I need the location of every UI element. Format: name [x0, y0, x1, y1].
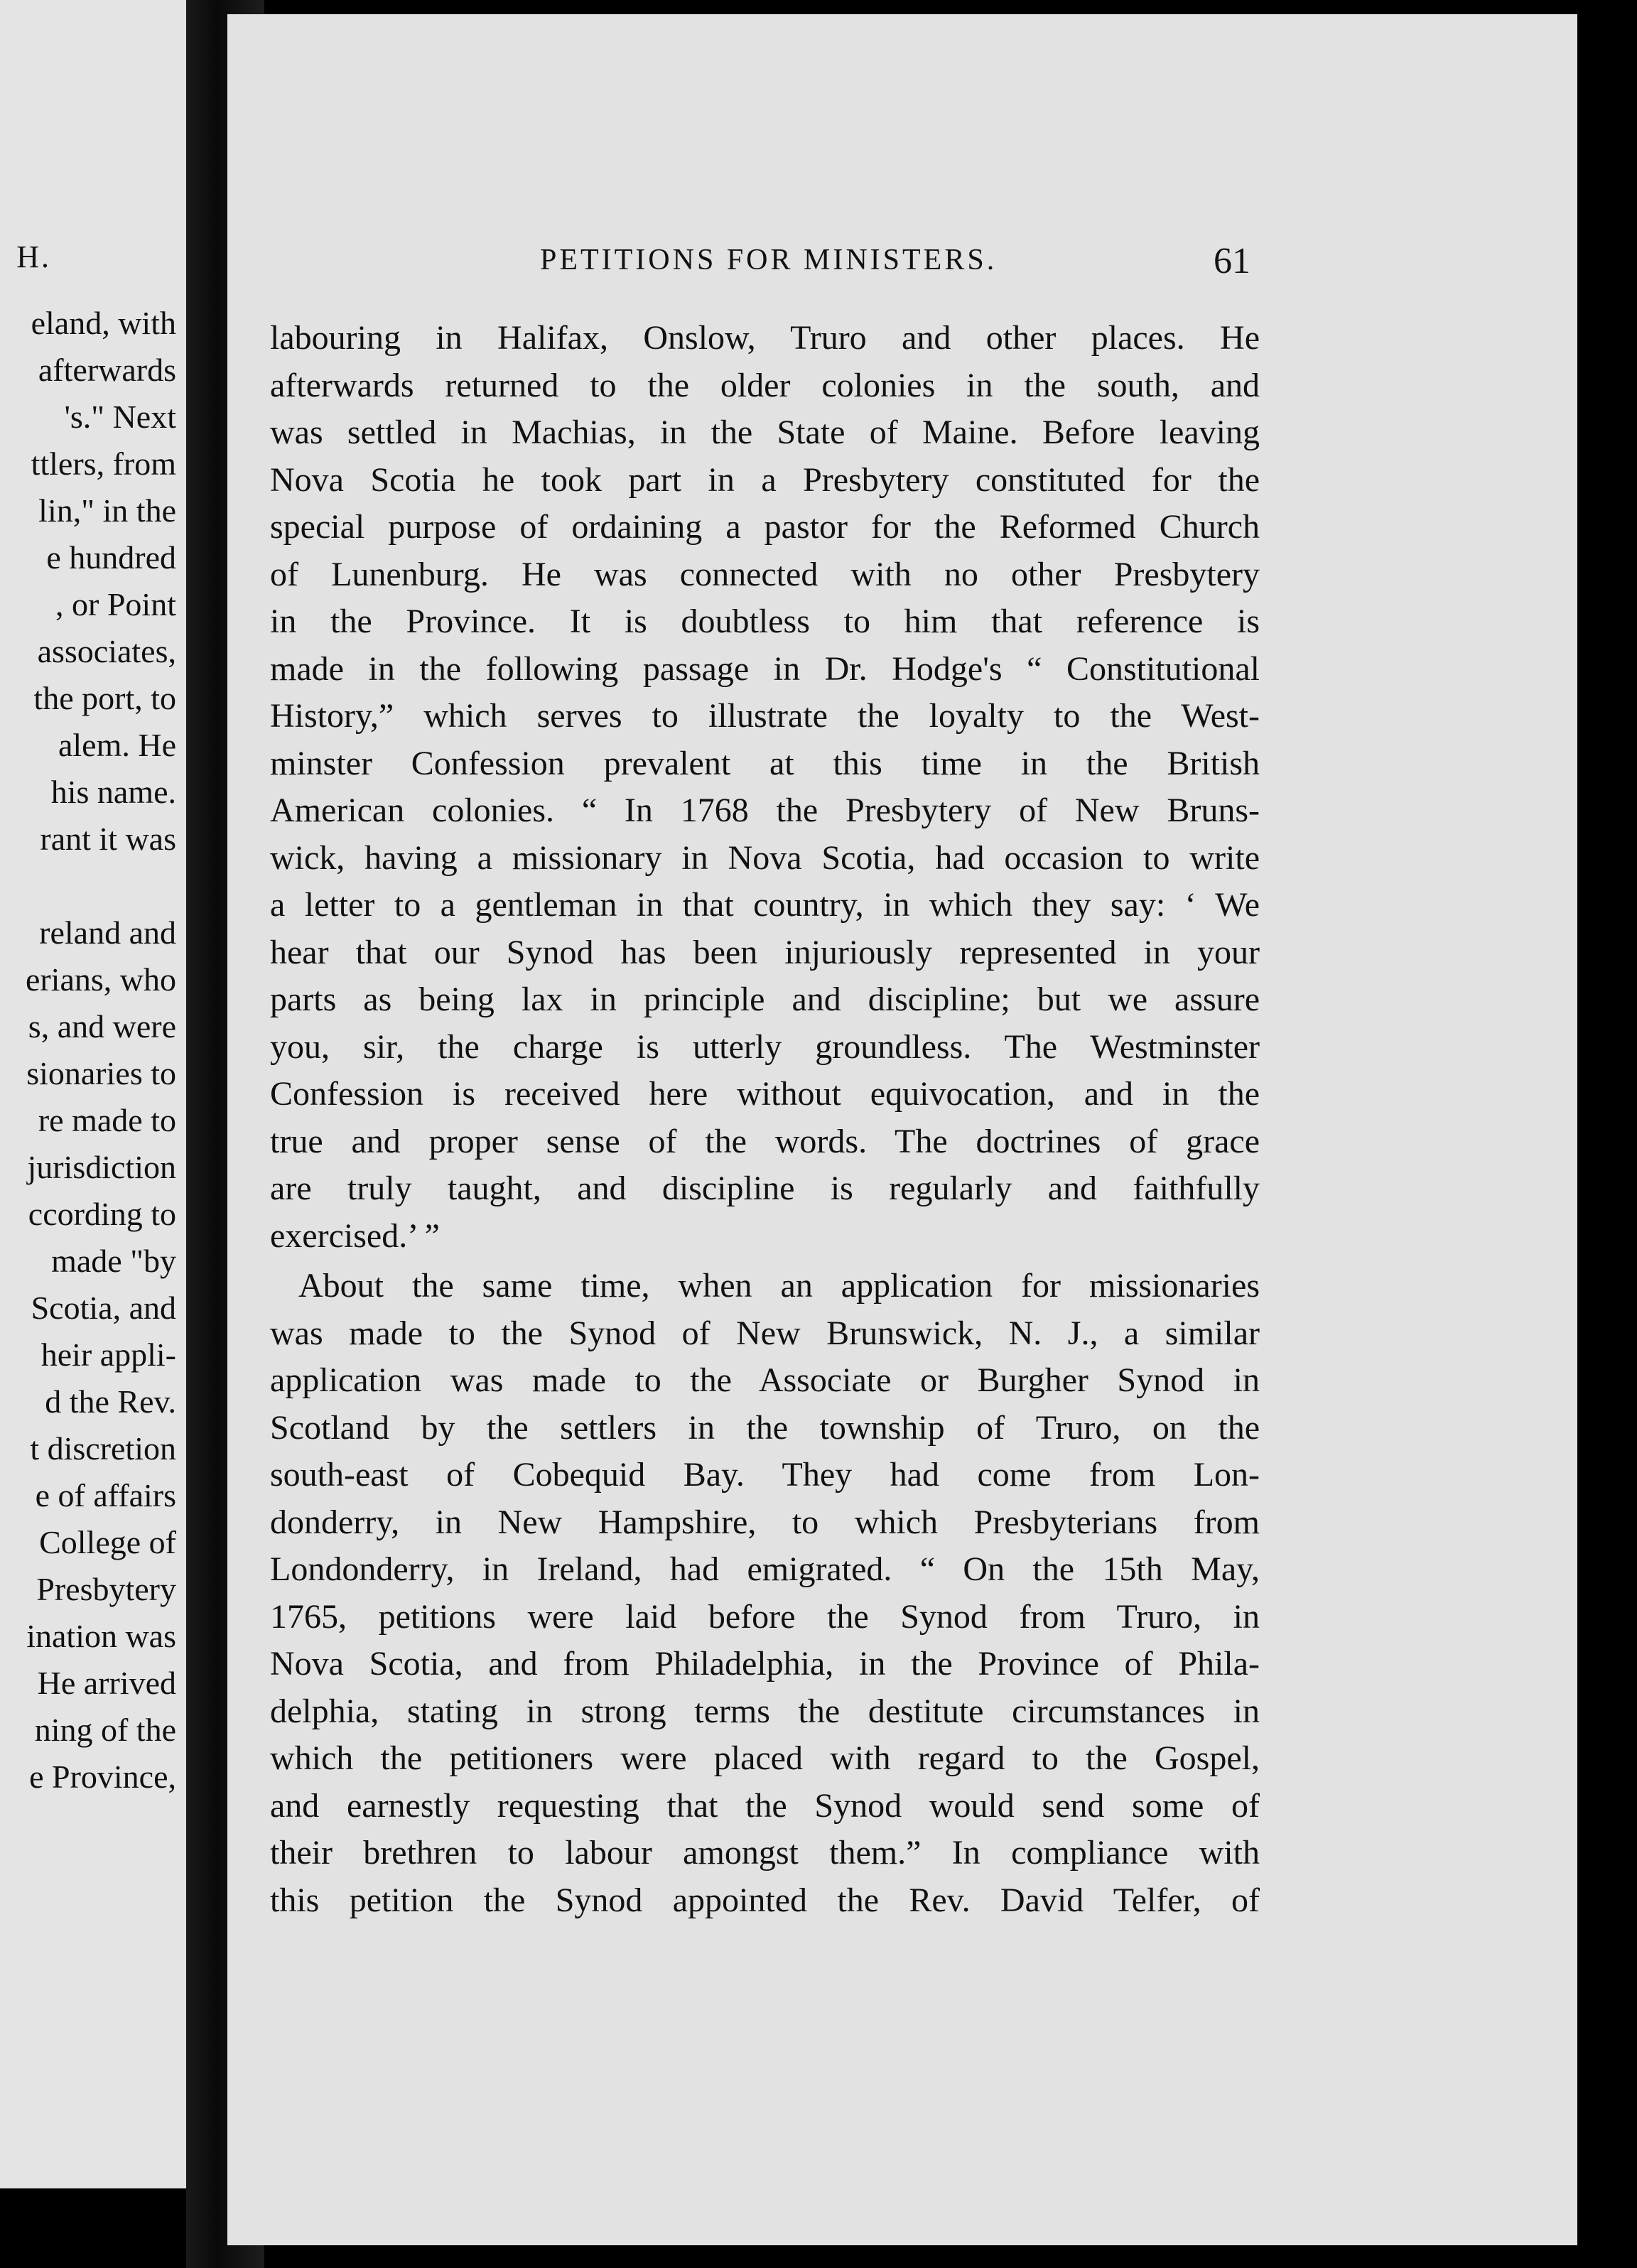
- left-page-line: ning of the: [34, 1712, 176, 1748]
- body-text-line: a letter to a gentleman in that country, in which they say: ‘ We: [270, 886, 1260, 924]
- body-text-line: in the Province. It is doubtless to him that reference is: [270, 603, 1260, 640]
- body-text-line: Nova Scotia he took part in a Presbytery constituted for the: [270, 460, 1260, 499]
- left-page-line: e hundred: [46, 539, 176, 576]
- body-text-line: which the petitioners were placed with regard to the Gospel,: [270, 1739, 1260, 1777]
- left-page-line: e of affairs: [35, 1477, 176, 1513]
- body-text-line: Londonderry, in Ireland, had emigrated. “ On the 15th May,: [270, 1550, 1260, 1588]
- left-page-line: ccording to: [28, 1196, 176, 1232]
- body-text-line: south-east of Cobequid Bay. They had come from Lon-: [270, 1456, 1260, 1494]
- body-text-line: About the same time, when an application for missionaries: [298, 1267, 1260, 1305]
- left-page-line: afterwards: [38, 352, 176, 388]
- body-text-line: their brethren to labour amongst them.” In compliance with: [270, 1834, 1260, 1872]
- body-text-line: donderry, in New Hampshire, to which Presbyterians from: [270, 1503, 1260, 1541]
- body-text-line: afterwards returned to the older colonies in the south, and: [270, 366, 1260, 404]
- left-page-line: e Province,: [29, 1759, 176, 1795]
- left-page-line: rant it was: [40, 821, 176, 857]
- body-text-line: made in the following passage in Dr. Hodge's “ Constitutional: [270, 649, 1260, 688]
- left-page-line: lin," in the: [38, 492, 176, 529]
- body-text-line: are truly taught, and discipline is regularly and faithfully: [270, 1170, 1260, 1207]
- left-page-line: 's." Next: [64, 399, 176, 435]
- left-page-line: re made to: [38, 1102, 176, 1138]
- body-text-line: parts as being lax in principle and discipline; but we assure: [270, 981, 1260, 1018]
- body-text-line: American colonies. “ In 1768 the Presbytery of New Bruns-: [270, 792, 1260, 829]
- left-page-line: , or Point: [55, 586, 176, 622]
- left-page-line: ttlers, from: [31, 446, 176, 482]
- body-text-line: was settled in Machias, in the State of Maine. Before leaving: [270, 414, 1260, 451]
- left-page-line: Scotia, and: [31, 1290, 176, 1326]
- left-facing-page: [0, 0, 186, 2188]
- body-text-line: Scotland by the settlers in the township of Truro, on the: [270, 1408, 1260, 1447]
- scan-edge: [1577, 0, 1637, 2268]
- body-text-line: true and proper sense of the words. The doctrines of grace: [270, 1122, 1260, 1160]
- body-text-line: labouring in Halifax, Onslow, Truro and other places. He: [270, 319, 1260, 357]
- body-text-line: 1765, petitions were laid before the Synod from Truro, in: [270, 1597, 1260, 1636]
- body-text-line: wick, having a missionary in Nova Scotia, had occasion to write: [270, 838, 1260, 877]
- body-text-line: exercised.’ ”: [270, 1216, 440, 1255]
- left-page-line: He arrived: [37, 1665, 176, 1701]
- page-number: 61: [1214, 241, 1250, 281]
- body-text-line: hear that our Synod has been injuriously represented in your: [270, 933, 1260, 971]
- left-page-line: reland and: [39, 914, 176, 951]
- left-page-line: associates,: [37, 633, 176, 669]
- body-text-line: Nova Scotia, and from Philadelphia, in the Province of Phila-: [270, 1645, 1260, 1683]
- left-page-line: eland, with: [31, 305, 176, 341]
- body-text-line: of Lunenburg. He was connected with no other Presbytery: [270, 555, 1260, 593]
- left-page-line: s, and were: [28, 1008, 176, 1044]
- body-text-line: History,” which serves to illustrate the loyalty to the West-: [270, 697, 1260, 735]
- body-text-line: and earnestly requesting that the Synod would send some of: [270, 1786, 1260, 1825]
- left-page-line: jurisdiction: [27, 1149, 176, 1185]
- body-text-line: special purpose of ordaining a pastor for the Reformed Church: [270, 508, 1260, 546]
- body-text-line: application was made to the Associate or Burgher Synod in: [270, 1361, 1260, 1399]
- left-page-line: College of: [39, 1524, 176, 1560]
- left-page-line: erians, who: [25, 961, 176, 998]
- left-page-line: d the Rev.: [45, 1383, 176, 1420]
- body-text-line: Confession is received here without equivocation, and in the: [270, 1075, 1260, 1113]
- left-page-line: his name.: [50, 774, 176, 810]
- running-head: PETITIONS FOR MINISTERS.: [540, 244, 998, 276]
- left-page-line: Presbytery: [36, 1571, 176, 1607]
- left-page-running-head: H.: [16, 239, 51, 274]
- body-text-line: minster Confession prevalent at this time in the British: [270, 744, 1260, 782]
- left-page-line: alem. He: [58, 727, 176, 763]
- left-page-line: sionaries to: [26, 1055, 176, 1091]
- left-page-line: made "by: [51, 1243, 176, 1279]
- body-text-line: was made to the Synod of New Brunswick, N. J., a similar: [270, 1314, 1260, 1352]
- left-page-line: t discretion: [30, 1430, 176, 1467]
- body-text-line: delphia, stating in strong terms the destitute circumstances in: [270, 1692, 1260, 1730]
- left-page-line: heir appli-: [40, 1336, 176, 1373]
- body-text-line: you, sir, the charge is utterly groundless. The Westminster: [270, 1027, 1260, 1066]
- body-text-line: this petition the Synod appointed the Rev. David Telfer, of: [270, 1881, 1260, 1919]
- right-page: [227, 14, 1577, 2245]
- left-page-line: the port, to: [33, 680, 176, 716]
- left-page-line: ination was: [26, 1618, 176, 1654]
